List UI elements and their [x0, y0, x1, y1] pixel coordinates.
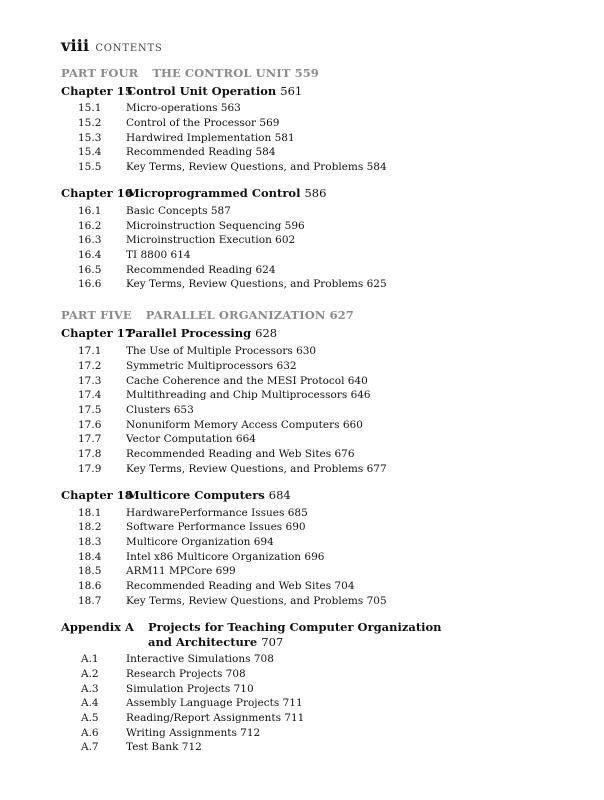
section-number: 16.1: [78, 205, 102, 217]
part-title: PARALLEL ORGANIZATION 627: [145, 308, 354, 322]
section-number: 17.8: [78, 448, 102, 460]
section-title: Key Terms, Review Questions, and Problems 677: [126, 463, 387, 475]
appendix-title-line2: and Architecture: [148, 635, 258, 649]
section-number: 16.5: [78, 264, 102, 276]
section-number: A.6: [81, 727, 99, 739]
section-number: A.4: [81, 697, 99, 709]
section-title: Research Projects 708: [126, 668, 246, 680]
section-number: 17.6: [78, 419, 102, 431]
section-number: 18.5: [78, 565, 102, 577]
section-number: A.5: [81, 712, 99, 724]
section-number: A.1: [81, 653, 99, 665]
section-title: Micro-operations 563: [126, 102, 241, 114]
section-number: 18.4: [78, 551, 102, 563]
section-title: Reading/Report Assignments 711: [126, 712, 305, 724]
section-title: Microinstruction Sequencing 596: [126, 220, 305, 232]
section-title: Interactive Simulations 708: [126, 653, 274, 665]
section-number: 18.3: [78, 536, 102, 548]
chapter-page: 628: [255, 326, 278, 340]
chapter-label: Chapter 16: [61, 186, 133, 200]
section-number: 15.4: [78, 146, 102, 158]
running-head: CONTENTS: [95, 43, 163, 54]
section-number: 15.3: [78, 132, 102, 144]
part-label: PART FIVE: [61, 308, 132, 322]
appendix-page: 707: [261, 635, 284, 649]
section-number: 17.3: [78, 375, 102, 387]
section-number: 18.7: [78, 595, 102, 607]
section-number: 17.1: [78, 345, 102, 357]
section-number: 18.1: [78, 507, 102, 519]
chapter-label: Chapter 15: [61, 84, 133, 98]
section-number: 15.1: [78, 102, 102, 114]
section-number: 17.2: [78, 360, 102, 372]
chapter-title: Control Unit Operation: [127, 84, 277, 98]
section-title: Nonuniform Memory Access Computers 660: [126, 419, 363, 431]
section-number: 17.9: [78, 463, 102, 475]
page-header: [61, 36, 163, 55]
section-title: Recommended Reading 584: [126, 146, 276, 158]
section-number: 18.6: [78, 580, 102, 592]
page-number: viii: [61, 36, 90, 55]
section-number: 16.3: [78, 234, 102, 246]
section-title: ARM11 MPCore 699: [126, 565, 236, 577]
section-title: Multithreading and Chip Multiprocessors 646: [126, 389, 371, 401]
section-number: 16.2: [78, 220, 102, 232]
chapter-page: 586: [304, 186, 327, 200]
part-heading: [61, 66, 319, 80]
section-title: Assembly Language Projects 711: [126, 697, 303, 709]
section-title: HardwarePerformance Issues 685: [126, 507, 308, 519]
section-title: Basic Concepts 587: [126, 205, 231, 217]
section-title: Key Terms, Review Questions, and Problems 625: [126, 278, 387, 290]
section-title: TI 8800 614: [126, 249, 191, 261]
section-title: Simulation Projects 710: [126, 683, 254, 695]
part-label: PART FOUR: [61, 66, 139, 80]
section-title: The Use of Multiple Processors 630: [126, 345, 317, 357]
section-title: Key Terms, Review Questions, and Problems 705: [126, 595, 387, 607]
section-title: Recommended Reading and Web Sites 704: [126, 580, 355, 592]
part-title: THE CONTROL UNIT 559: [152, 66, 319, 80]
section-title: Test Bank 712: [126, 741, 202, 753]
chapter-heading: [61, 488, 291, 502]
section-title: Symmetric Multiprocessors 632: [126, 360, 297, 372]
section-title: Software Performance Issues 690: [126, 521, 306, 533]
chapter-heading: [61, 84, 303, 98]
section-title: Intel x86 Multicore Organization 696: [126, 551, 325, 563]
section-title: Writing Assignments 712: [126, 727, 261, 739]
section-title: Recommended Reading and Web Sites 676: [126, 448, 355, 460]
section-title: Clusters 653: [126, 404, 194, 416]
section-title: Recommended Reading 624: [126, 264, 276, 276]
section-number: 15.5: [78, 161, 102, 173]
chapter-page: 561: [280, 84, 303, 98]
section-number: A.2: [81, 668, 99, 680]
section-number: 17.5: [78, 404, 102, 416]
chapter-title: Parallel Processing: [127, 326, 252, 340]
section-number: 18.2: [78, 521, 102, 533]
chapter-page: 684: [268, 488, 291, 502]
section-title: Multicore Organization 694: [126, 536, 274, 548]
appendix-label: Appendix A: [61, 620, 134, 634]
chapter-title: Multicore Computers: [127, 488, 265, 502]
section-number: 16.6: [78, 278, 102, 290]
section-number: A.3: [81, 683, 99, 695]
section-number: 17.7: [78, 433, 102, 445]
chapter-heading: [61, 326, 278, 340]
section-number: 17.4: [78, 389, 102, 401]
appendix-heading: [61, 620, 442, 649]
section-number: 16.4: [78, 249, 102, 261]
section-title: Cache Coherence and the MESI Protocol 640: [126, 375, 368, 387]
appendix-title-line1: Projects for Teaching Computer Organization: [148, 620, 442, 634]
section-title: Hardwired Implementation 581: [126, 132, 295, 144]
section-title: Key Terms, Review Questions, and Problems 584: [126, 161, 387, 173]
chapter-heading: [61, 186, 327, 200]
part-heading: [61, 308, 354, 322]
chapter-label: Chapter 18: [61, 488, 133, 502]
section-title: Vector Computation 664: [126, 433, 256, 445]
section-title: Microinstruction Execution 602: [126, 234, 296, 246]
section-title: Control of the Processor 569: [126, 117, 280, 129]
chapter-title: Microprogrammed Control: [127, 186, 301, 200]
chapter-label: Chapter 17: [61, 326, 133, 340]
section-number: 15.2: [78, 117, 102, 129]
section-number: A.7: [81, 741, 99, 753]
